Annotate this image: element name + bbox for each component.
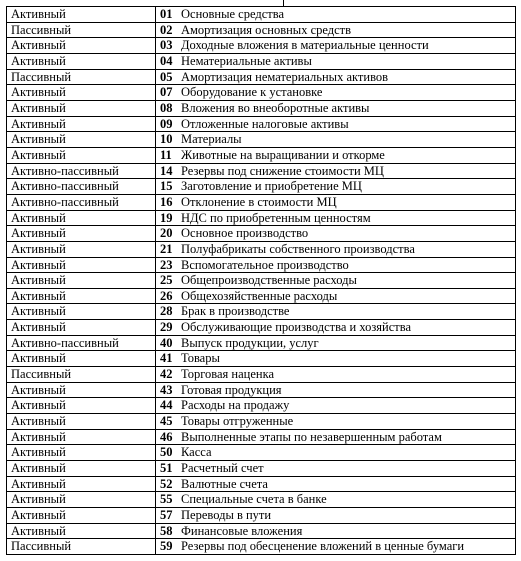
- table-row: [7, 288, 516, 304]
- account-name: Переводы в пути: [181, 508, 272, 522]
- account-type-cell: Активный: [7, 398, 156, 414]
- account-name: Заготовление и приобретение МЦ: [181, 179, 362, 194]
- account-type-cell: Активный: [7, 116, 156, 132]
- account-name: Выполненные этапы по незавершенным работам: [181, 429, 442, 444]
- table-row: [7, 320, 516, 336]
- account-code: 46: [160, 429, 173, 444]
- account-name: Отложенные налоговые активы: [181, 116, 349, 131]
- account-code: 20: [160, 226, 173, 241]
- account-name: Торговая наценка: [181, 367, 275, 382]
- account-code: 42: [160, 367, 173, 382]
- account-name: Вспомогательное производство: [181, 257, 349, 272]
- account-name: Основные средства: [181, 7, 285, 21]
- table-row: [7, 116, 516, 132]
- account-type-cell: Активный: [7, 476, 156, 492]
- table-row: [7, 367, 516, 383]
- account-cell: [156, 320, 516, 336]
- account-cell: [156, 7, 516, 23]
- account-code: 02: [160, 22, 173, 37]
- account-name: Расчетный счет: [181, 461, 264, 476]
- account-type-cell: Пассивный: [7, 69, 156, 85]
- account-type-cell: Активный: [7, 382, 156, 398]
- table-row: [7, 273, 516, 289]
- account-code: 58: [160, 523, 173, 538]
- account-type-cell: Активный: [7, 100, 156, 116]
- account-type-cell: Активный: [7, 351, 156, 367]
- account-cell: [156, 179, 516, 195]
- account-type-cell: Активно-пассивный: [7, 194, 156, 210]
- table-row: [7, 100, 516, 116]
- account-type-cell: Активный: [7, 226, 156, 242]
- account-code: 26: [160, 288, 173, 303]
- account-cell: [156, 132, 516, 148]
- account-name: Нематериальные активы: [181, 53, 312, 68]
- account-cell: [156, 461, 516, 477]
- table-row: [7, 241, 516, 257]
- account-name: Полуфабрикаты собственного производства: [181, 241, 415, 256]
- account-code: 50: [160, 445, 173, 460]
- account-type-cell: Активно-пассивный: [7, 179, 156, 195]
- table-row: [7, 461, 516, 477]
- account-code: 25: [160, 273, 173, 288]
- table-row: [7, 476, 516, 492]
- account-cell: [156, 194, 516, 210]
- account-type-cell: Активный: [7, 38, 156, 54]
- account-cell: [156, 335, 516, 351]
- account-name: Специальные счета в банке: [181, 492, 327, 507]
- account-code: 07: [160, 85, 173, 100]
- account-code: 15: [160, 179, 173, 194]
- account-code: 03: [160, 38, 173, 53]
- table-row: [7, 132, 516, 148]
- account-cell: [156, 69, 516, 85]
- account-code: 40: [160, 335, 173, 350]
- account-cell: [156, 414, 516, 430]
- account-cell: [156, 241, 516, 257]
- account-name: Животные на выращивании и откорме: [181, 147, 385, 162]
- account-cell: [156, 492, 516, 508]
- account-code: 08: [160, 100, 173, 115]
- account-code: 59: [160, 539, 173, 554]
- account-code: 14: [160, 163, 173, 178]
- accounts-table: [6, 6, 516, 555]
- account-type-cell: Активный: [7, 429, 156, 445]
- account-type-cell: Активный: [7, 320, 156, 336]
- table-row: [7, 7, 516, 23]
- account-cell: [156, 53, 516, 69]
- table-row: [7, 210, 516, 226]
- account-code: 16: [160, 194, 173, 209]
- account-type-cell: Активно-пассивный: [7, 163, 156, 179]
- account-name: Доходные вложения в материальные ценности: [181, 38, 429, 53]
- account-name: Резервы под снижение стоимости МЦ: [181, 163, 384, 178]
- account-type-cell: Активный: [7, 7, 156, 23]
- account-cell: [156, 116, 516, 132]
- table-row: [7, 414, 516, 430]
- account-type-cell: Активный: [7, 288, 156, 304]
- table-row: [7, 304, 516, 320]
- table-row: [7, 147, 516, 163]
- account-name: Брак в производстве: [181, 304, 290, 319]
- account-code: 57: [160, 508, 173, 522]
- account-name: Товары отгруженные: [181, 414, 294, 429]
- account-name: Общехозяйственные расходы: [181, 288, 338, 303]
- table-row: [7, 85, 516, 101]
- table-row: [7, 22, 516, 38]
- table-row: [7, 398, 516, 414]
- account-code: 29: [160, 320, 173, 335]
- table-row: [7, 351, 516, 367]
- account-name: Обслуживающие производства и хозяйства: [181, 320, 412, 335]
- account-type-cell: Пассивный: [7, 367, 156, 383]
- account-cell: [156, 382, 516, 398]
- account-type-cell: Активный: [7, 523, 156, 539]
- account-type-cell: Активный: [7, 147, 156, 163]
- account-cell: [156, 367, 516, 383]
- account-type-cell: Пассивный: [7, 22, 156, 38]
- table-row: [7, 539, 516, 555]
- account-name: Готовая продукция: [181, 382, 282, 397]
- account-code: 21: [160, 241, 173, 256]
- account-type-cell: Активный: [7, 257, 156, 273]
- account-name: Вложения во внеоборотные активы: [181, 100, 370, 115]
- account-type-cell: Активный: [7, 53, 156, 69]
- account-code: 44: [160, 398, 173, 413]
- account-type-cell: Пассивный: [7, 539, 156, 555]
- account-name: Товары: [181, 351, 220, 366]
- account-code: 52: [160, 476, 173, 491]
- table-row: [7, 226, 516, 242]
- account-name: НДС по приобретенным ценностям: [181, 210, 371, 225]
- account-code: 04: [160, 53, 173, 68]
- account-name: Отклонение в стоимости МЦ: [181, 194, 337, 209]
- account-cell: [156, 85, 516, 101]
- table-row: [7, 445, 516, 461]
- account-cell: [156, 257, 516, 273]
- account-name: Общепроизводственные расходы: [181, 273, 357, 288]
- account-type-cell: Активно-пассивный: [7, 335, 156, 351]
- table-row: [7, 429, 516, 445]
- account-cell: [156, 38, 516, 54]
- account-code: 23: [160, 257, 173, 272]
- account-type-cell: Активный: [7, 508, 156, 524]
- account-cell: [156, 304, 516, 320]
- account-name: Расходы на продажу: [181, 398, 290, 413]
- account-code: 55: [160, 492, 173, 507]
- account-name: Резервы под обесценение вложений в ценные бумаги: [181, 539, 465, 554]
- account-type-cell: Активный: [7, 461, 156, 477]
- account-cell: [156, 476, 516, 492]
- account-type-cell: Активный: [7, 241, 156, 257]
- table-row: [7, 69, 516, 85]
- account-cell: [156, 22, 516, 38]
- account-type-cell: Активный: [7, 414, 156, 430]
- account-type-cell: Активный: [7, 492, 156, 508]
- account-name: Оборудование к установке: [181, 85, 323, 100]
- account-cell: [156, 273, 516, 289]
- table-row: [7, 179, 516, 195]
- account-cell: [156, 147, 516, 163]
- table-row: [7, 194, 516, 210]
- account-cell: [156, 398, 516, 414]
- account-code: 19: [160, 210, 173, 225]
- table-row: [7, 492, 516, 508]
- account-cell: [156, 351, 516, 367]
- account-cell: [156, 429, 516, 445]
- account-name: Материалы: [181, 132, 242, 147]
- account-type-cell: Активный: [7, 273, 156, 289]
- account-name: Валютные счета: [181, 476, 268, 491]
- account-code: 05: [160, 69, 173, 84]
- account-cell: [156, 539, 516, 555]
- account-name: Финансовые вложения: [181, 523, 303, 538]
- account-name: Амортизация основных средств: [181, 22, 352, 37]
- account-code: 51: [160, 461, 173, 476]
- account-type-cell: Активный: [7, 132, 156, 148]
- account-cell: [156, 288, 516, 304]
- account-type-cell: Активный: [7, 210, 156, 226]
- account-cell: [156, 210, 516, 226]
- account-cell: [156, 445, 516, 461]
- account-cell: [156, 508, 516, 524]
- account-cell: [156, 100, 516, 116]
- account-code: 41: [160, 351, 173, 366]
- account-code: 45: [160, 414, 173, 429]
- table-row: [7, 335, 516, 351]
- account-code: 09: [160, 116, 173, 131]
- account-type-cell: Активный: [7, 304, 156, 320]
- table-row: [7, 53, 516, 69]
- table-row: [7, 523, 516, 539]
- account-name: Выпуск продукции, услуг: [181, 335, 319, 350]
- account-code: 10: [160, 132, 173, 147]
- account-name: Касса: [181, 445, 212, 460]
- table-row: [7, 257, 516, 273]
- account-name: Амортизация нематериальных активов: [181, 69, 389, 84]
- account-code: 11: [160, 147, 172, 162]
- account-code: 01: [160, 7, 173, 21]
- account-name: Основное производство: [181, 226, 309, 241]
- account-type-cell: Активный: [7, 445, 156, 461]
- table-row: [7, 163, 516, 179]
- table-row: [7, 382, 516, 398]
- account-code: 28: [160, 304, 173, 319]
- table-row: [7, 508, 516, 524]
- account-code: 43: [160, 382, 173, 397]
- table-row: [7, 38, 516, 54]
- account-type-cell: Активный: [7, 85, 156, 101]
- account-cell: [156, 523, 516, 539]
- account-cell: [156, 163, 516, 179]
- accounts-table-body: [7, 7, 516, 555]
- account-cell: [156, 226, 516, 242]
